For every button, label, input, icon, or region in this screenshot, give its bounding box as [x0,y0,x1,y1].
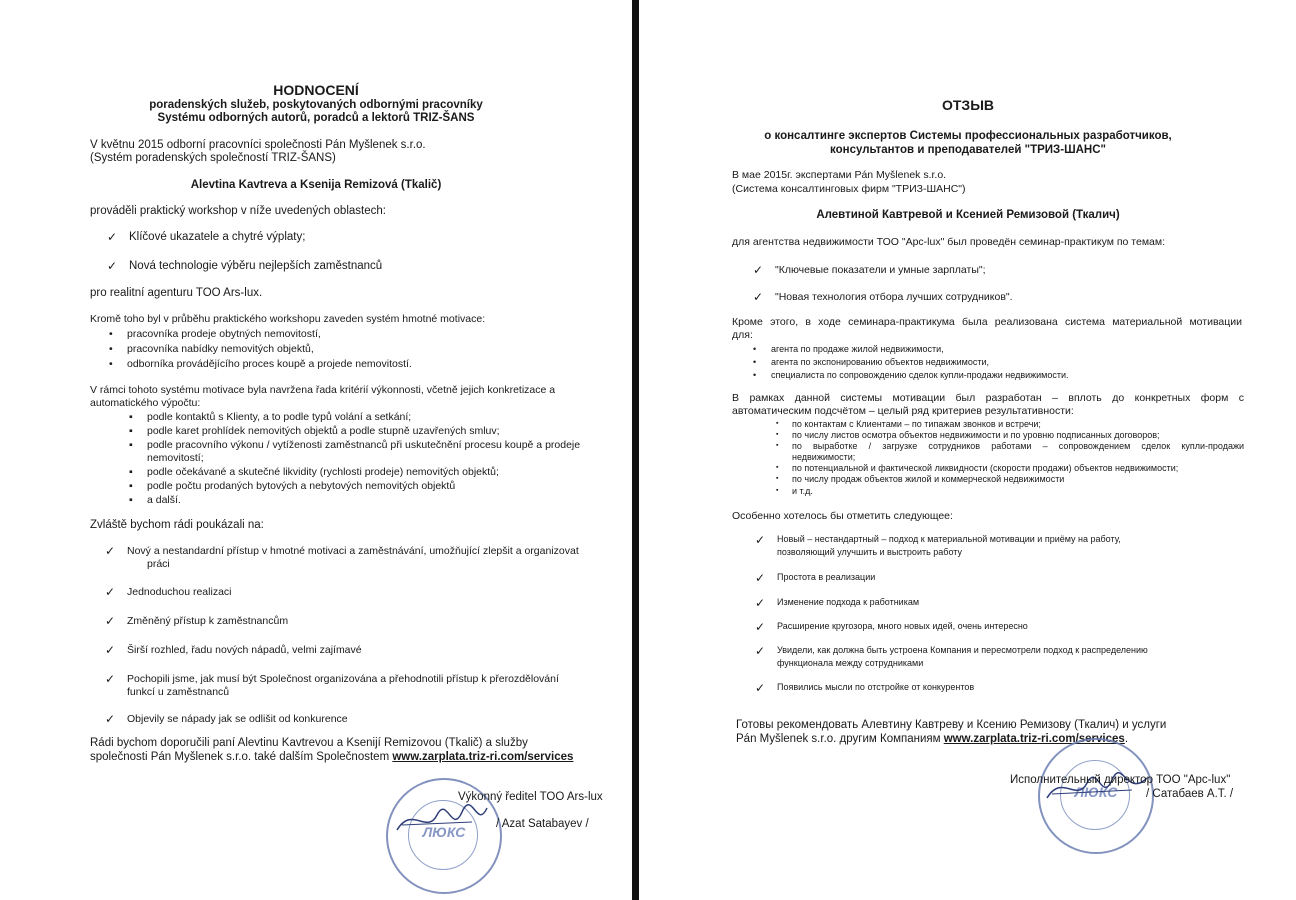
topic-item [107,260,382,272]
recommendation-text: Pán Myšlenek s.r.o. другим Компаниям [736,733,944,745]
check-icon: ✓ [105,712,116,726]
criteria-item: ▪ podle karet prohlídek nemovitých objektů a podle stupně uzavřených smluv; [147,425,500,437]
signatory-role: Исполнительный директор ТОО "Арс-lux" [1010,774,1231,786]
highlight-item [755,533,1121,547]
check-icon: ✓ [107,230,118,244]
intro-line-1: V květnu 2015 odborní pracovníci společnosti Pán Myšlenek s.r.o. [90,139,426,151]
czech-review-page [0,0,632,900]
intro-line-2: (Systém poradenských společností TRIZ-ŠANS) [90,152,336,164]
recommendation-end: . [1124,733,1129,745]
motivation-intro: Kromě toho byl v průběhu praktického workshopu zaveden systém hmotné motivace: [90,313,486,325]
check-icon: ✓ [755,681,766,695]
highlight-text: Появились мысли по отстройке от конкурентов [777,682,975,692]
criteria-item: ▪ по числу продаж объектов жилой и коммерческой недвижимости [792,474,1064,484]
highlight-item [105,586,232,598]
check-icon: ✓ [755,620,766,634]
subtitle-line-1: poradenských služeb, poskytovaných odbornými pracovníky [149,99,483,111]
motivation-item: • агента по экспонированию объектов недвижимости, [771,357,989,367]
page-divider [632,0,639,900]
highlight-item [105,545,579,557]
check-icon: ✓ [755,533,766,547]
criteria-intro-1: В рамках данной системы мотивации был разработан – вплоть до конкретных форм с [732,392,1244,404]
highlight-text: Расширение кругозора, много новых идей, очень интересно [777,621,1028,631]
topic-item [107,231,305,243]
recommendation-line-2 [90,751,573,763]
page-title: HODNOCENÍ [273,82,359,98]
check-icon: ✓ [105,672,116,686]
motivation-item: • pracovníka nabídky nemovitých objektů, [127,343,314,355]
criteria-item: ▪ и т.д. [792,486,813,496]
highlight-item-cont: позволяющий улучшить и выстроить работу [777,547,962,557]
check-icon: ✓ [105,544,116,558]
criteria-item: ▪ podle pracovního výkonu / vytíženosti zaměstnanců při uskutečnění procesu koupě a prodeje [147,439,580,451]
topic-item [753,264,986,276]
workshop-intro: prováděli praktický workshop v níže uvedených oblastech: [90,205,386,217]
highlight-item-cont: funkcí u zaměstnanců [127,686,230,698]
check-icon: ✓ [753,263,764,277]
topic-text: Nová technologie výběru nejlepších zaměstnanců [129,260,383,272]
highlight-item-cont: práci [147,558,170,570]
criteria-item: ▪ по числу листов осмотра объектов недвижимости и по уровню подписанных договоров; [792,430,1160,440]
stamp-mark: ЛЮКС [422,824,466,840]
highlight-text: Увидели, как должна быть устроена Компания и пересмотрели подход к распределению [777,645,1148,655]
motivation-item: • odborníka provádějícího proces koupě a projede nemovitostí. [127,358,412,370]
russian-review-page [640,0,1296,900]
recommendation-line-1: Готовы рекомендовать Алевтину Кавтреву и Ксению Ремизову (Ткалич) и услуги [736,719,1167,731]
highlight-item [755,681,975,695]
topic-text: "Новая технология отбора лучших сотрудников". [775,291,1013,303]
recommendation-text: společnosti Pán Myšlenek s.r.o. také dalším Společnostem [90,751,393,763]
subtitle-line-1: о консалтинге экспертов Системы профессиональных разработчиков, [764,130,1172,142]
highlight-item-cont: функционала между сотрудниками [777,658,924,668]
criteria-item-cont: nemovitostí; [147,452,204,464]
stamp-mark: ЛЮКС [1074,784,1118,800]
criteria-item: ▪ по контактам с Клиентами – по типажам звонков и встречи; [792,419,1041,429]
highlight-text: Jednoduchou realizaci [127,586,232,598]
check-icon: ✓ [105,643,116,657]
motivation-item: • агента по продаже жилой недвижимости, [771,344,944,354]
highlight-item [105,713,348,725]
intro-line-2: (Система консалтинговых фирм "ТРИЗ-ШАНС") [732,183,966,195]
motivation-item: • pracovníka prodeje obytných nemovitostí, [127,328,321,340]
consultant-names: Алевтиной Кавтревой и Ксенией Ремизовой (Ткалич) [816,209,1120,221]
highlight-text: Простота в реализации [777,572,876,582]
criteria-item: ▪ podle očekávané a skutečné likvidity (rychlosti prodeje) nemovitých objektů; [147,466,499,478]
highlight-item [755,596,920,610]
motivation-intro-1: Кроме этого, в ходе семинара-практикума была реализована система материальной мотивации [732,316,1242,328]
highlight-item [105,673,559,685]
highlight-item [755,571,876,585]
highlight-item [105,615,288,627]
topic-text: Klíčové ukazatele a chytré výplaty; [129,231,306,243]
services-link[interactable]: www.zarplata.triz-ri.com/services [943,733,1125,745]
highlight-text: Objevily se nápady jak se odlišit od konkurence [127,713,348,725]
page-title: ОТЗЫВ [941,97,995,113]
criteria-item: ▪ podle kontaktů s Klienty, a to podle typů volání a setkání; [147,411,411,423]
consultant-names: Alevtina Kavtreva a Ksenija Remizová (Tkalič) [190,179,442,191]
highlight-text: Новый – нестандартный – подход к материальной мотивации и приёму на работу, [777,534,1121,544]
check-icon: ✓ [755,571,766,585]
signatory-role: Výkonný ředitel TOO Ars-lux [458,791,603,803]
criteria-item: ▪ a další. [147,494,181,506]
check-icon: ✓ [753,290,764,304]
criteria-item: ▪ по выработке / загрузке сотрудников работами – сопровождением сделок купли-продажи [792,441,1244,451]
motivation-item: • специалиста по сопровождению сделок купли-продажи недвижимости. [771,370,1069,380]
subtitle-line-2: Systému odborných autorů, poradců a lektorů TRIZ-ŠANS [157,112,475,124]
topic-item [753,291,1013,303]
highlight-text: Širší rozhled, řadu nových nápadů, velmi zajímavé [127,644,362,656]
check-icon: ✓ [105,585,116,599]
highlight-text: Změněný přístup k zaměstnancům [127,615,289,627]
seminar-intro: для агентства недвижимости ТОО "Арс-lux" был проведён семинар-практикум по темам: [732,236,1166,248]
services-link[interactable]: www.zarplata.triz-ri.com/services [392,751,574,763]
check-icon: ✓ [107,259,118,273]
intro-line-1: В мае 2015г. экспертами Pán Myšlenek s.r.o. [732,169,947,181]
highlight-text: Pochopili jsme, jak musí být Společnost organizována a přehodnotili přístup k přerozdělování [127,673,559,685]
signature-scribble [392,800,492,840]
signatory-name: / Azat Satabayev / [496,818,589,830]
highlight-item [755,644,1148,658]
check-icon: ✓ [755,644,766,658]
check-icon: ✓ [755,596,766,610]
highlight-text: Nový a nestandardní přístup v hmotné motivaci a zaměstnávání, umožňující zlepšit a organizovat [127,545,579,557]
agency-line: pro realitní agenturu TOO Ars-lux. [90,287,263,299]
criteria-item: ▪ podle počtu prodaných bytových a nebytových nemovitých objektů [147,480,455,492]
recommendation-line-1: Rádi bychom doporučili paní Alevtinu Kavtrevou a Ksenijí Remizovou (Tkalič) a služby [90,737,528,749]
criteria-intro-2: automatického výpočtu: [90,397,201,409]
topic-text: "Ключевые показатели и умные зарплаты"; [775,264,986,276]
highlight-text: Изменение подхода к работникам [777,597,920,607]
subtitle-line-2: консультантов и преподавателей "ТРИЗ-ШАНС" [830,144,1106,156]
highlights-intro: Особенно хотелось бы отметить следующее: [732,510,953,522]
check-icon: ✓ [105,614,116,628]
highlight-item [105,644,362,656]
criteria-intro-2: автоматическим подсчётом – целый ряд критериев результативности: [732,405,1074,417]
criteria-intro-1: V rámci tohoto systému motivace byla navržena řada kritérií výkonnosti, včetně jejich konkretizace a [90,384,556,396]
criteria-item-cont: недвижимости; [792,452,856,462]
highlight-item [755,620,1028,634]
motivation-intro-2: для: [732,329,753,341]
criteria-item: ▪ по потенциальной и фактической ликвидности (скорости продажи) объектов недвижимости; [792,463,1178,473]
highlights-intro: Zvláště bychom rádi poukázali na: [90,519,264,531]
signatory-name: / Сатабаев А.Т. / [1146,788,1234,800]
